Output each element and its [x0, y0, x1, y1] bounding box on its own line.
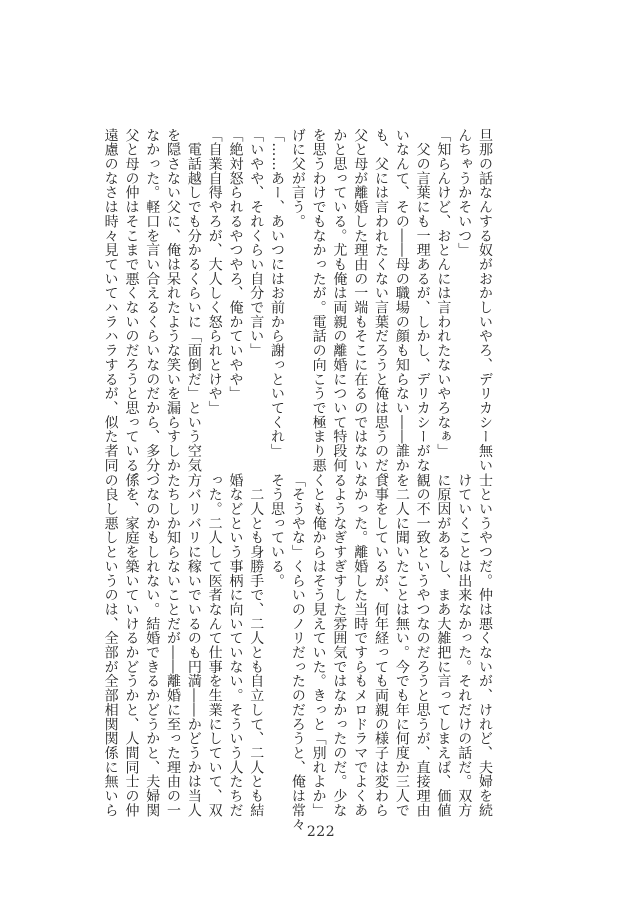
text-column: 婚などという事柄に向いていない。そういう人たちだ: [227, 473, 244, 818]
page-number: 222: [306, 824, 336, 840]
text-column: つなのかもしれない。結婚できるかどうかと、夫婦関: [144, 473, 161, 818]
text-column: に原因があるし、まあ大雑把に言ってしまえば、価値: [435, 473, 452, 818]
text-column: を隠さない父に、俺は呆れたような笑いを漏らすしか: [165, 128, 182, 473]
text-column: 「自業自得やろが、大人しく怒られとけや」: [206, 128, 223, 415]
text-column: そう思っている。: [269, 473, 286, 588]
text-column: なかった。軽口を言い合えるくらいなのだから、多分、: [144, 128, 161, 487]
text-column: った。二人して医者なんて仕事を生業にしていて、双: [206, 473, 223, 818]
text-column: 電話越しでも分かるくらいに「面倒だ」という空気: [185, 128, 202, 473]
text-column: いなんて、その――母の職場の顔も知らない――誰か: [393, 128, 410, 473]
text-column: なかった。離婚した当時ですらもメロドラマでよくあ: [352, 473, 369, 818]
text-column: を思うわけでもなかったが。電話の向こうで極まり悪: [310, 128, 327, 473]
text-column: 「……あー、あいつにはお前から謝っといてくれ」: [269, 128, 286, 459]
text-column: たちしか知らないことだが――離婚に至った理由の一: [165, 473, 182, 818]
text-column: るようなぎすぎすした雰囲気ではなかったのだ。少な: [331, 473, 348, 818]
text-column: 「絶対怒られるやつやろ、俺かていやや」: [227, 128, 244, 401]
text-column: んちゃうかそいつ」: [456, 128, 473, 258]
text-column: げに父が言う。: [289, 128, 306, 229]
text-column: 観の不一致というやつなのだろうと思うが、直接理由: [414, 473, 431, 818]
text-column: 父の言葉にも一理あるが、しかし、デリカシーがな: [414, 128, 431, 473]
text-column: 「そうやな」くらいのノリだったのだろうと、俺は常々: [289, 473, 306, 832]
text-column: けていくことは出来なかった。それだけの話だ。双方: [456, 473, 473, 818]
text-column: も、父には言われたくない言葉だろうと俺は思うのだ。: [373, 128, 390, 487]
text-column: 父と母が離婚した理由の一端もそこに在るのではない: [352, 128, 369, 473]
text-column: 二人とも身勝手で、二人とも自立して、二人とも結: [248, 473, 265, 818]
text-column: を二人に聞いたことは無い。今でも年に何度か三人で: [393, 473, 410, 818]
text-column: 父と母の仲はそこまで悪くないのだろうと思っている。: [123, 128, 140, 487]
text-column: の良し悪しというのは、全部が全部相関関係に無いら: [102, 473, 119, 818]
text-column: 食事をしているが、何年経っても両親の様子は変わら: [373, 473, 390, 818]
text-column: 方バリバリに稼いでいるのも円満――かどうかは当人: [185, 473, 202, 818]
text-column: 「いやや、それくらい自分で言い」: [248, 128, 265, 358]
text-column: 遠慮のなさは時々見ていてハラハラするが、似た者同: [102, 128, 119, 473]
text-column: 「知らんけど、おとんには言われたないやろなぁ」: [435, 128, 452, 459]
text-column: くとも俺からはそう見えていた。きっと「別れよか」: [310, 473, 327, 818]
upper-text-block: [102, 128, 495, 487]
text-column: かと思っている。尤も俺は両親の離婚について特段何: [331, 128, 348, 473]
text-column: 旦那の話なんする奴がおかしいやろ、デリカシー無い: [477, 128, 493, 473]
text-column: 係を、家庭を築いていけるかどうかと、人間同士の仲: [123, 473, 140, 818]
text-column: 士というやつだ。仲は悪くないが、けれど、夫婦を続: [477, 473, 493, 818]
